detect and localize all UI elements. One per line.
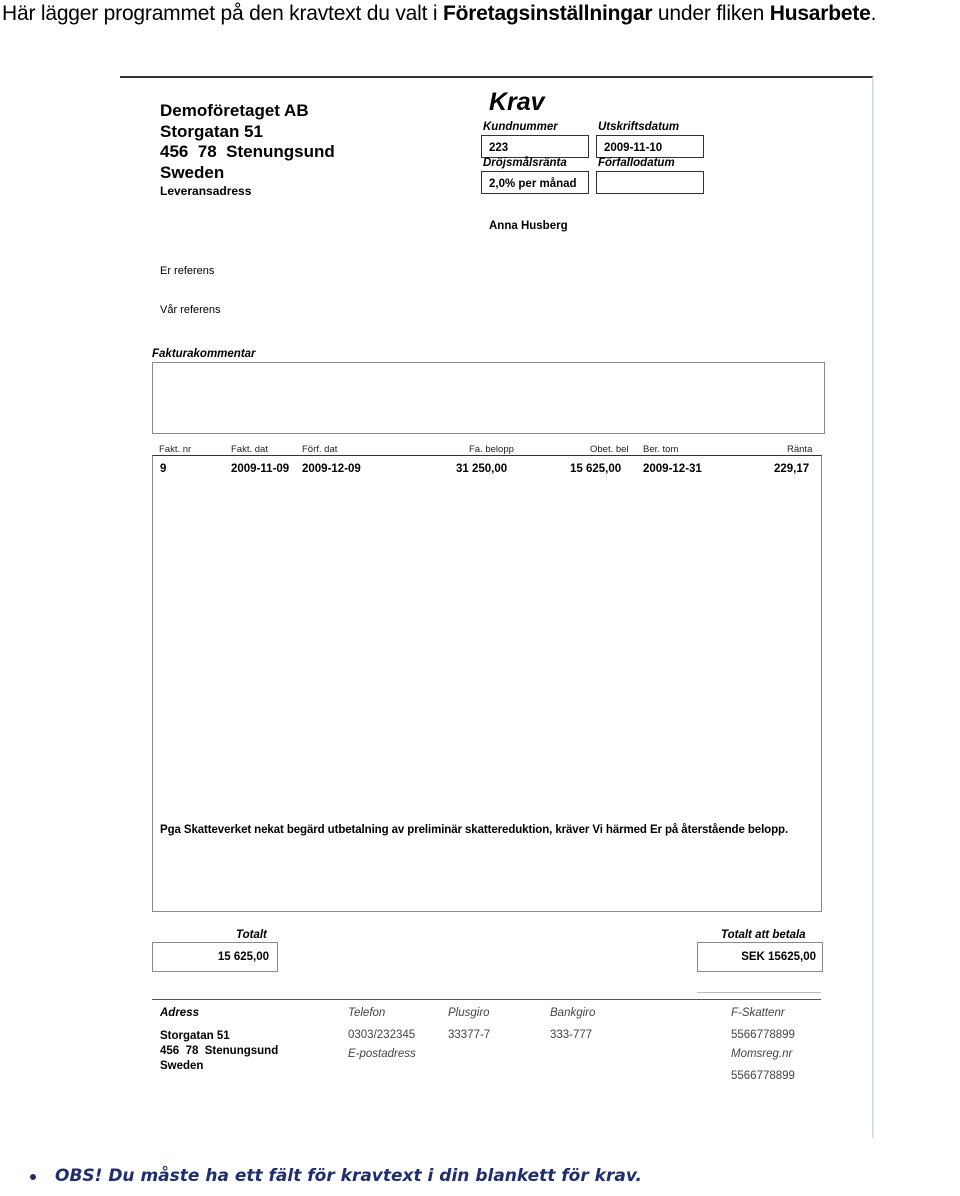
footer-address-label: Adress	[160, 1007, 199, 1019]
footer-vat-value: 5566778899	[731, 1070, 795, 1082]
col-header-invoice-date: Fakt. dat	[231, 444, 268, 455]
footer-ftax-label: F-Skattenr	[731, 1007, 785, 1019]
footer-address	[160, 1029, 278, 1074]
intro-part: under fliken	[652, 2, 770, 25]
footer-plusgiro-label: Plusgiro	[448, 1007, 490, 1019]
bullet-icon	[30, 1174, 36, 1180]
demand-text: Pga Skatteverket nekat begärd utbetalning av preliminär skattereduktion, kräver Vi härmed Er på återstående belopp.	[160, 824, 789, 836]
table-cell-due-date: 2009-12-09	[302, 463, 361, 475]
our-reference-label: Vår referens	[160, 304, 221, 316]
footer-phone-label: Telefon	[348, 1007, 386, 1019]
total-value: 15 625,00	[217, 951, 269, 963]
footer-divider	[152, 999, 821, 1000]
invoice-comment-box	[152, 362, 825, 434]
footer-bankgiro-label: Bankgiro	[550, 1007, 596, 1019]
late-interest-value: 2,0% per månad	[489, 178, 577, 190]
total-to-pay-value: SEK 15625,00	[741, 951, 816, 963]
col-header-calculated-to: Ber. tom	[643, 444, 679, 455]
footer-address-country: Sweden	[160, 1060, 204, 1072]
footer-phone-value: 0303/232345	[348, 1029, 416, 1041]
col-header-interest: Ränta	[787, 444, 813, 455]
form-title: Krav	[489, 88, 545, 116]
col-header-unpaid-amount: Obet. bel	[590, 444, 629, 455]
late-interest-box	[481, 171, 589, 194]
footer-ftax-value: 5566778899	[731, 1029, 795, 1041]
intro-settings-name: Företagsinställningar	[442, 2, 653, 25]
table-cell-invoice-no: 9	[160, 463, 167, 475]
footer-address-postal: 456 78 Stenungsund	[160, 1045, 279, 1057]
company-street: Storgatan 51	[160, 121, 263, 141]
col-header-invoice-no: Fakt. nr	[159, 444, 192, 455]
table-cell-invoice-date: 2009-11-09	[231, 463, 290, 475]
company-address	[160, 101, 335, 183]
company-country: Sweden	[160, 162, 225, 182]
footer-bankgiro-value: 333-777	[550, 1029, 593, 1041]
intro-text	[2, 0, 876, 28]
invoice-comment-label: Fakturakommentar	[152, 348, 256, 360]
total-to-pay-label: Totalt att betala	[721, 929, 806, 941]
footer-plusgiro-value: 33377-7	[448, 1029, 491, 1041]
print-date-label: Utskriftsdatum	[598, 121, 680, 133]
col-header-invoice-amount: Fa. belopp	[469, 444, 514, 455]
intro-part: Här lägger programmet på den kravtext du valt i	[2, 2, 443, 25]
total-box	[152, 942, 278, 972]
footer-vat-label: Momsreg.nr	[731, 1048, 793, 1060]
table-cell-calculated-to: 2009-12-31	[643, 463, 702, 475]
intro-tab-name: Husarbete	[769, 2, 871, 25]
footer-email-label: E-postadress	[348, 1048, 416, 1060]
customer-number-value: 223	[489, 142, 509, 154]
late-interest-label: Dröjsmålsränta	[483, 157, 567, 169]
due-date-label: Förfallodatum	[598, 157, 675, 169]
col-header-due-date: Förf. dat	[302, 444, 338, 455]
total-to-pay-box	[697, 942, 823, 972]
delivery-address-label: Leveransadress	[160, 184, 252, 198]
footer-address-street: Storgatan 51	[160, 1030, 230, 1042]
recipient-name: Anna Husberg	[489, 220, 568, 232]
print-date-value: 2009-11-10	[604, 142, 663, 154]
your-reference-label: Er referens	[160, 265, 215, 277]
customer-number-label: Kundnummer	[483, 121, 558, 133]
total-label: Totalt	[236, 929, 267, 941]
customer-number-box	[481, 135, 589, 158]
invoice-table-body	[152, 455, 822, 912]
footer-divider-short	[697, 992, 821, 993]
company-name: Demoföretaget AB	[160, 101, 309, 120]
print-date-box	[596, 135, 704, 158]
table-cell-unpaid-amount: 15 625,00	[570, 463, 622, 475]
obs-note: OBS! Du måste ha ett fält för kravtext i din blankett för krav.	[55, 1166, 642, 1186]
intro-period: .	[870, 2, 877, 25]
table-cell-invoice-amount: 31 250,00	[456, 463, 508, 475]
company-postal: 456 78 Stenungsund	[160, 142, 335, 161]
table-cell-interest: 229,17	[774, 463, 810, 475]
due-date-box	[596, 171, 704, 194]
